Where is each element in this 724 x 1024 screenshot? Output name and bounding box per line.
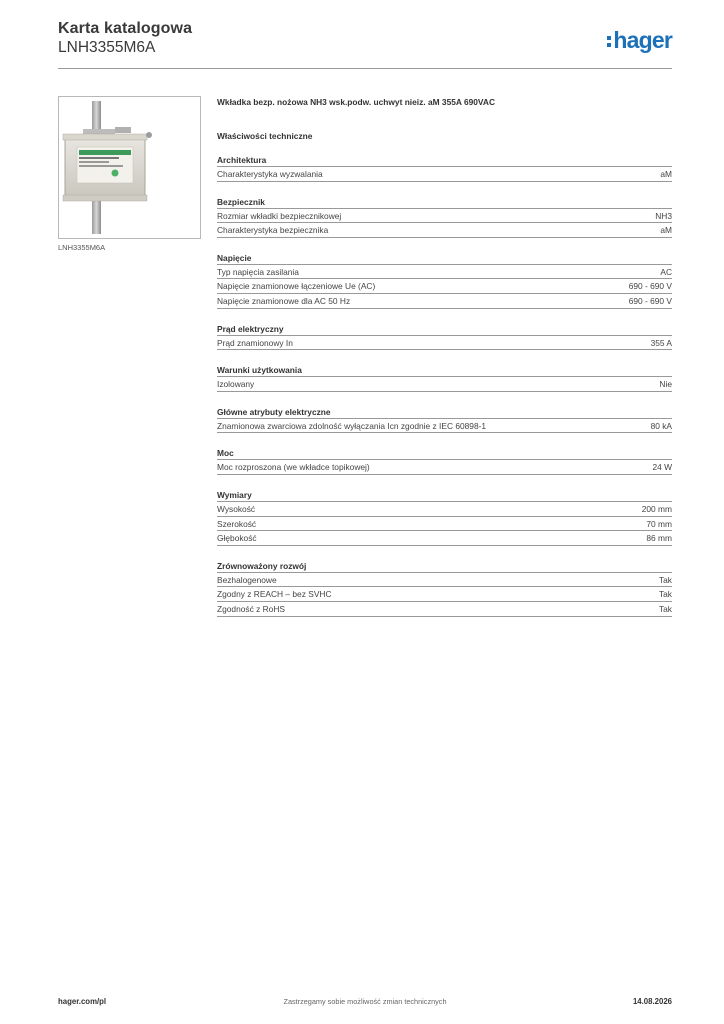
spec-label: Głębokość <box>217 533 257 544</box>
spec-label: Napięcie znamionowe łączeniowe Ue (AC) <box>217 281 376 292</box>
spec-row <box>217 517 672 532</box>
spec-label: Bezhalogenowe <box>217 574 277 585</box>
spec-section <box>217 196 672 238</box>
spec-label: Izolowany <box>217 379 255 390</box>
spec-value: 690 - 690 V <box>628 295 672 306</box>
spec-row <box>217 502 672 517</box>
spec-label: Zgodność z RoHS <box>217 603 285 614</box>
spec-value: 355 A <box>650 337 672 348</box>
spec-label: Wysokość <box>217 503 256 514</box>
image-caption: LNH3355M6A <box>58 243 106 252</box>
header-divider <box>58 68 672 69</box>
spec-value: Tak <box>658 603 672 614</box>
fuse-illustration-icon <box>59 97 200 238</box>
footer-date: 14.08.2026 <box>632 997 672 1006</box>
spec-value: aM <box>660 169 672 179</box>
spec-row <box>217 209 672 224</box>
page-footer <box>58 997 672 1009</box>
spec-label: Zgodny z REACH – bez SVHC <box>217 589 332 600</box>
spec-row <box>217 167 672 182</box>
spec-value: aM <box>660 225 672 236</box>
page-header <box>58 20 672 70</box>
spec-value: Tak <box>658 589 672 600</box>
spec-row <box>217 602 672 617</box>
spec-label: Znamionowa zwarciowa zdolność wyłączania Icn zgodnie z IEC 60898-1 <box>217 420 487 431</box>
spec-row <box>217 377 672 392</box>
spec-value: 690 - 690 V <box>628 281 672 292</box>
logo-dots-icon <box>607 36 611 47</box>
spec-value: 200 mm <box>641 503 672 514</box>
spec-row <box>217 573 672 588</box>
hager-logo: hager <box>607 27 672 53</box>
spec-value: Nie <box>659 379 672 390</box>
spec-row <box>217 419 672 434</box>
spec-value: NH3 <box>655 210 672 221</box>
spec-section <box>217 489 672 546</box>
spec-value: 70 mm <box>646 518 672 529</box>
section-title: Bezpiecznik <box>217 196 672 209</box>
spec-label: Napięcie znamionowe dla AC 50 Hz <box>217 295 351 306</box>
spec-value: 24 W <box>652 462 672 473</box>
section-title: Prąd elektryczny <box>217 323 672 336</box>
spec-row <box>217 336 672 351</box>
spec-label: Moc rozproszona (we wkładce topikowej) <box>217 462 370 473</box>
spec-value: AC <box>660 266 672 277</box>
spec-section <box>217 406 672 434</box>
document-title: Karta katalogowa <box>58 20 193 37</box>
spec-section <box>217 364 672 392</box>
spec-row <box>217 531 672 546</box>
section-title: Wymiary <box>217 489 672 502</box>
section-title: Architektura <box>217 154 672 167</box>
spec-section <box>217 252 672 309</box>
spec-sections <box>217 154 672 617</box>
spec-label: Rozmiar wkładki bezpiecznikowej <box>217 210 342 221</box>
spec-row <box>217 279 672 294</box>
section-title: Napięcie <box>217 252 672 265</box>
spec-section <box>217 560 672 617</box>
spec-label: Typ napięcia zasilania <box>217 266 299 277</box>
spec-row <box>217 265 672 280</box>
section-title: Moc <box>217 447 672 460</box>
spec-value: 80 kA <box>650 420 672 431</box>
spec-label: Prąd znamionowy In <box>217 337 293 348</box>
spec-section <box>217 154 672 182</box>
footer-website: hager.com/pl <box>58 997 107 1006</box>
spec-label: Charakterystyka wyzwalania <box>217 169 323 179</box>
product-code: LNH3355M6A <box>58 39 156 56</box>
spec-section <box>217 447 672 475</box>
spec-label: Charakterystyka bezpiecznika <box>217 225 329 236</box>
spec-row <box>217 587 672 602</box>
footer-disclaimer: Zastrzegamy sobie możliwość zmian technicznych <box>283 997 447 1006</box>
spec-value: Tak <box>658 574 672 585</box>
spec-value: 86 mm <box>646 533 672 544</box>
section-title: Główne atrybuty elektryczne <box>217 406 672 419</box>
spec-content <box>217 96 672 617</box>
spec-row <box>217 223 672 238</box>
product-image <box>58 96 201 239</box>
spec-row <box>217 460 672 475</box>
spec-section <box>217 323 672 351</box>
spec-label: Szerokość <box>217 518 257 529</box>
section-title: Zrównoważony rozwój <box>217 560 672 573</box>
section-title: Warunki użytkowania <box>217 364 672 377</box>
product-description: Wkładka bezp. nożowa NH3 wsk.podw. uchwyt nieiz. aM 355A 690VAC <box>217 97 495 107</box>
tech-properties-heading: Właściwości techniczne <box>217 131 313 141</box>
spec-row <box>217 294 672 309</box>
